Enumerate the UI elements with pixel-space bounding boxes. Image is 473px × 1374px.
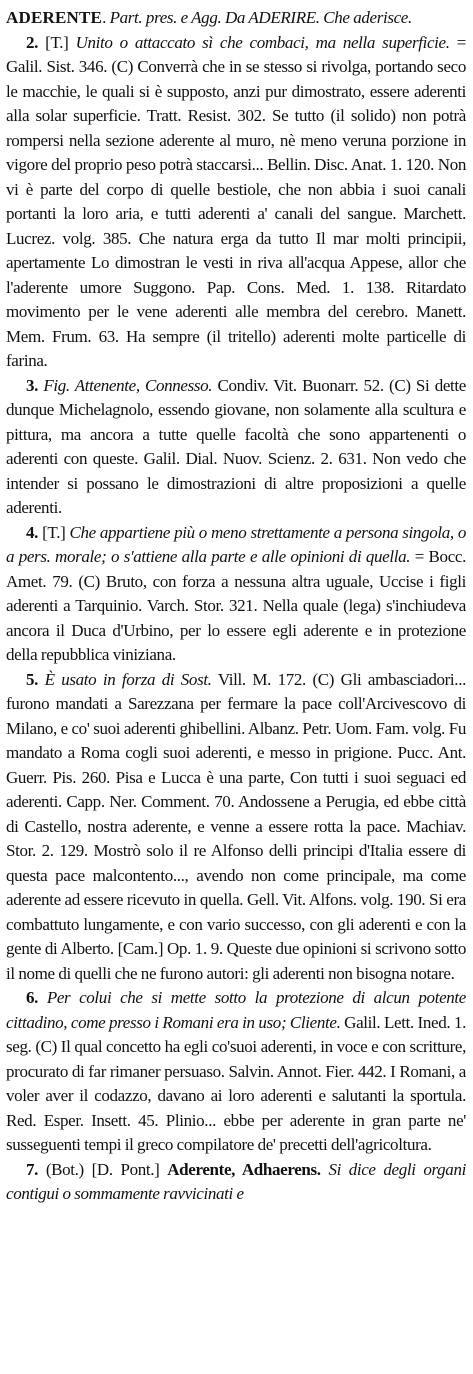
sense-citations: Galil. Lett. Ined. 1. seg. (C) Il qual concetto ha egli co'suoi aderenti, in voce e con scritture, procurato di far rimaner persuaso. Salvin. Annot. Fier. 442. I Romani, a voler aver il codazzo, davano ai loro aderenti e salutanti la sportula. Red. Esper. Insett. 45. Plinio... ebbe per aderente in gran parte ne' susseguenti tempi il greco compilatore de' precetti dell'agricoltura. xyxy=(6,1012,466,1154)
entry-header: ADERENTE. Part. pres. e Agg. Da ADERIRE. Che aderisce. xyxy=(6,8,412,27)
sense-citations: Condiv. Vit. Buonarr. 52. (C) Si dette dunque Michelagnolo, essendo giovane, non solamente alla scultura e pittura, ma ancora a tutte quelle facoltà che sono appartenenti o aderenti con queste. Galil. Dial. Nuov. Scienz. 2. 631. Non vedo che intender si possano le dimostrazioni di altre proposizioni a quelle aderenti. xyxy=(6,375,466,517)
sense-2 xyxy=(6,31,466,374)
sense-definition: Unito o attaccato sì che combaci, ma nella superficie. xyxy=(75,32,450,52)
sense-citations: Si dice degli organi contigui o sommamente ravvicinati e xyxy=(6,1159,466,1203)
sense-tag: [T.] xyxy=(42,522,66,542)
sense-number: 7. xyxy=(26,1159,39,1179)
sense-citations: Vill. M. 172. (C) Gli ambasciadori... furono mandati a Sarezzana per fermare la pace coll'Arcivescovo di Milano, e co' suoi aderenti ghibellini. Albanz. Petr. Uom. Fam. volg. Fu mandato a Roma cogli suoi aderenti, e messo in prigione. Pucc. Ant. Guerr. Pis. 260. Pisa e Lucca è una parte, Con tutti i suoi seguaci ed aderenti. Capp. Ner. Comment. 70. Andossene a Perugia, ed ebbe città di Castello, nostra aderente, e venne a essere rotta la pace. Machiav. Stor. 2. 129. Mostrò solo il re Alfonso delli principi d'Italia essere di questa pace malcontento..., avendo non come principale, ma come aderente ad essere ricevuto in quella. Gell. Vit. Alfons. volg. 190. Si era combattuto lungamente, e con vario successo, con gli aderenti e con la gente di Alberto. [Cam.] Op. 1. 9. Queste due opinioni si scrivono sotto il nome di quelli che ne furono autori: gli aderenti non bisogna notare. xyxy=(6,669,467,983)
sense-3 xyxy=(6,374,466,521)
sense-number: 4. xyxy=(26,522,39,542)
sense-definition: Aderente, Adhaerens. xyxy=(167,1159,321,1179)
sense-definition: Per colui che si mette sotto la protezione di alcun potente cittadino, come presso i Romani era in uso; Cliente. xyxy=(6,988,466,1032)
sense-citations: = Bocc. Amet. 79. (C) Bruto, con forza a nessuna altra uguale, Uccise i figli aderenti a Tarquinio. Varch. Stor. 321. Nella quale (lega) s'inchiudeva ancora il Duca d'Urbino, per lo essere egli aderente e in protezione della repubblica viniziana. xyxy=(6,547,466,664)
sense-definition: Che appartiene più o meno strettamente a persona singola, o a pers. morale; o s'attiene alla parte e alle opinioni di quella. xyxy=(6,522,467,566)
sense-tag: [T.] xyxy=(45,32,69,52)
sense-number: 3. xyxy=(26,375,39,395)
sense-number: 2. xyxy=(26,32,39,52)
sense-4 xyxy=(6,521,466,668)
sense-6 xyxy=(6,986,466,1158)
sense-definition: È usato in forza di Sost. xyxy=(44,669,212,689)
sense-definition: Fig. Attenente, Connesso. xyxy=(43,375,213,395)
header-definition: Part. pres. e Agg. Da ADERIRE. Che aderisce. xyxy=(109,8,412,27)
headword: ADERENTE xyxy=(6,8,103,27)
sense-tag: (Bot.) [D. Pont.] xyxy=(45,1159,160,1179)
sense-citations: = Galil. Sist. 346. (C) Converrà che in se stesso si rivolga, portando seco le macchie, le quali si è supposto, anzi pur dimostrato, essere aderenti alla solar superficie. Tratt. Resist. 302. Se tutto (il solido) non potrà rompersi nella sezione aderente al muro, nè meno veruna porzione in vigore del proprio peso potrà staccarsi... Bellin. Disc. Anat. 1. 120. Non vi è parte del corpo di quelle bestiole, che non abbia i suoi canali portanti la loro aria, e tutti aderenti a' canali del sangue. Marchett. Lucrez. volg. 385. Che natura erga da tutto Il mar molti principii, apertamente Lo dimostran le vesti in riva all'acqua Appese, allor che l'aderente umore Suggono. Pap. Cons. Med. 1. 138. Ritardato movimento per le vene aderenti alle membra del cerebro. Manett. Mem. Frum. 63. Ha sempre (il tritello) aderenti molte particelle di farina. xyxy=(6,32,466,370)
sense-number: 6. xyxy=(26,988,39,1007)
sense-5 xyxy=(6,668,466,987)
sense-number: 5. xyxy=(26,669,39,689)
sense-7 xyxy=(6,1158,466,1207)
